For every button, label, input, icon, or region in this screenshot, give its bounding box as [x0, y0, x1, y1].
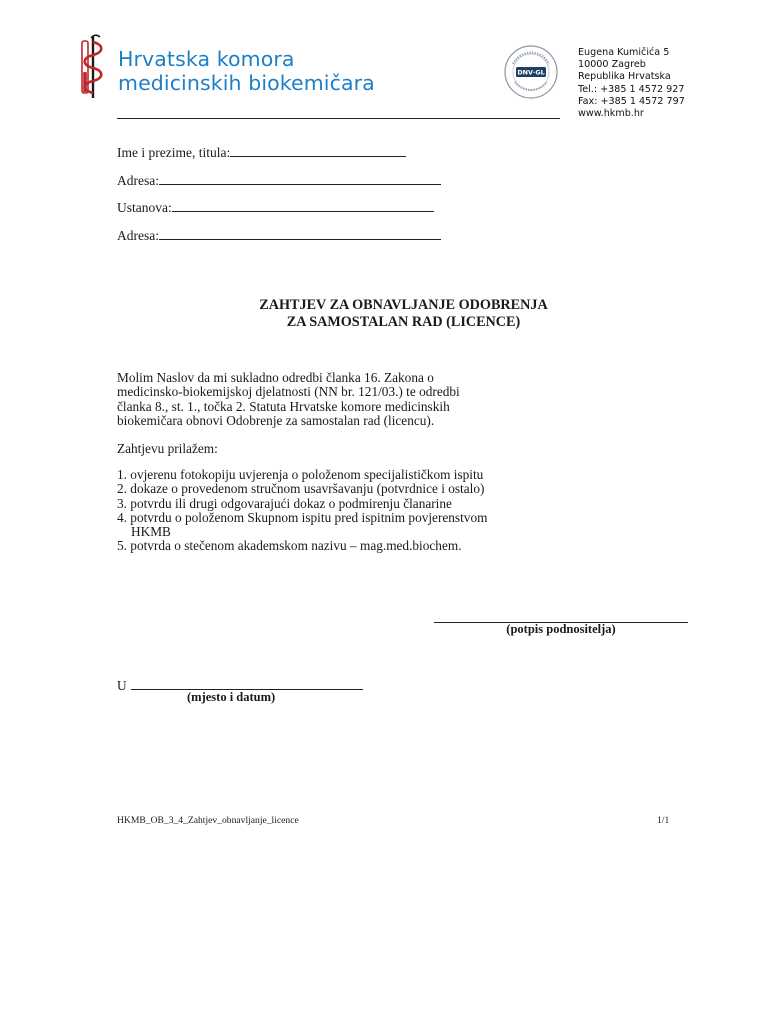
list-item: 4. potvrdu o položenom Skupnom ispitu pred ispitnim povjerenstvom [117, 509, 488, 525]
contact-fax: Fax: +385 1 4572 797 [578, 95, 685, 107]
field-label: Ustanova: [117, 200, 172, 215]
field-institution-address [117, 227, 441, 255]
field-label: Adresa: [117, 227, 159, 243]
list-item: 5. potvrda o stečenom akademskom nazivu – mag.med.biochem. [117, 538, 462, 554]
applicant-fields [117, 144, 441, 254]
footer-page-number: 1/1 [657, 815, 670, 826]
attachments-label: Zahtjevu prilažem: [117, 441, 218, 456]
address-input-line[interactable] [159, 172, 441, 185]
document-title-line2: ZA SAMOSTALAN RAD (LICENCE) [286, 314, 521, 330]
paragraph-line: Molim Naslov da mi sukladno odredbi članka 16. Zakona o [117, 370, 434, 385]
paragraph-line: medicinsko-biokemijskoj djelatnosti (NN br. 121/03.) te odredbi [117, 384, 460, 400]
organization-name [118, 47, 375, 95]
institution-address-input-line[interactable] [159, 227, 441, 240]
organization-name-line1: Hrvatska komora [118, 47, 295, 71]
list-item: 2. dokaze o provedenom stručnom usavršavanju (potvrdnice i ostalo) [117, 481, 485, 497]
certification-badge-icon [503, 44, 559, 100]
institution-input-line[interactable] [172, 199, 434, 212]
list-item-continuation: HKMB [131, 524, 171, 540]
attachments-list [117, 468, 487, 554]
contact-web[interactable]: www.hkmb.hr [578, 108, 644, 120]
list-item: 3. potvrdu ili drugi odgovarajući dokaz o podmirenju članarine [117, 495, 452, 511]
paragraph-line: članka 8., st. 1., točka 2. Statuta Hrvatske komore medicinskih [117, 398, 450, 414]
paragraph-line: biokemičara obnovi Odobrenje za samostalan rad (licencu). [117, 412, 435, 428]
document-title [117, 297, 690, 331]
place-prefix: U [117, 678, 127, 693]
field-label: Ime i prezime, titula: [117, 145, 231, 160]
list-item: 1. ovjerenu fotokopiju uvjerenja o položenom specijalističkom ispitu [117, 467, 484, 482]
contact-street: Eugena Kumičića 5 [578, 47, 670, 58]
request-paragraph [117, 371, 537, 428]
document-title-line1: ZAHTJEV ZA OBNAVLJANJE ODOBRENJA [259, 297, 548, 313]
field-institution [117, 199, 441, 227]
field-label: Adresa: [117, 172, 159, 188]
contact-city: 10000 Zagreb [578, 59, 646, 71]
header-divider [117, 118, 560, 119]
place-date-input-line[interactable] [131, 677, 363, 690]
organization-name-line2: medicinskih biokemičara [118, 71, 375, 95]
certification-badge-text: DNV·GL [517, 68, 545, 77]
hkmb-logo-icon [78, 32, 110, 102]
place-date-label: (mjesto i datum) [187, 690, 276, 704]
contact-tel: Tel.: +385 1 4572 927 [578, 83, 685, 95]
contact-block [578, 47, 685, 120]
contact-country: Republika Hrvatska [578, 71, 671, 83]
field-name-title [117, 144, 441, 172]
signature-label: (potpis podnositelja) [506, 622, 616, 636]
field-address [117, 172, 441, 200]
footer-document-code: HKMB_OB_3_4_Zahtjev_obnavljanje_licence [117, 815, 299, 826]
name-title-input-line[interactable] [230, 144, 406, 157]
